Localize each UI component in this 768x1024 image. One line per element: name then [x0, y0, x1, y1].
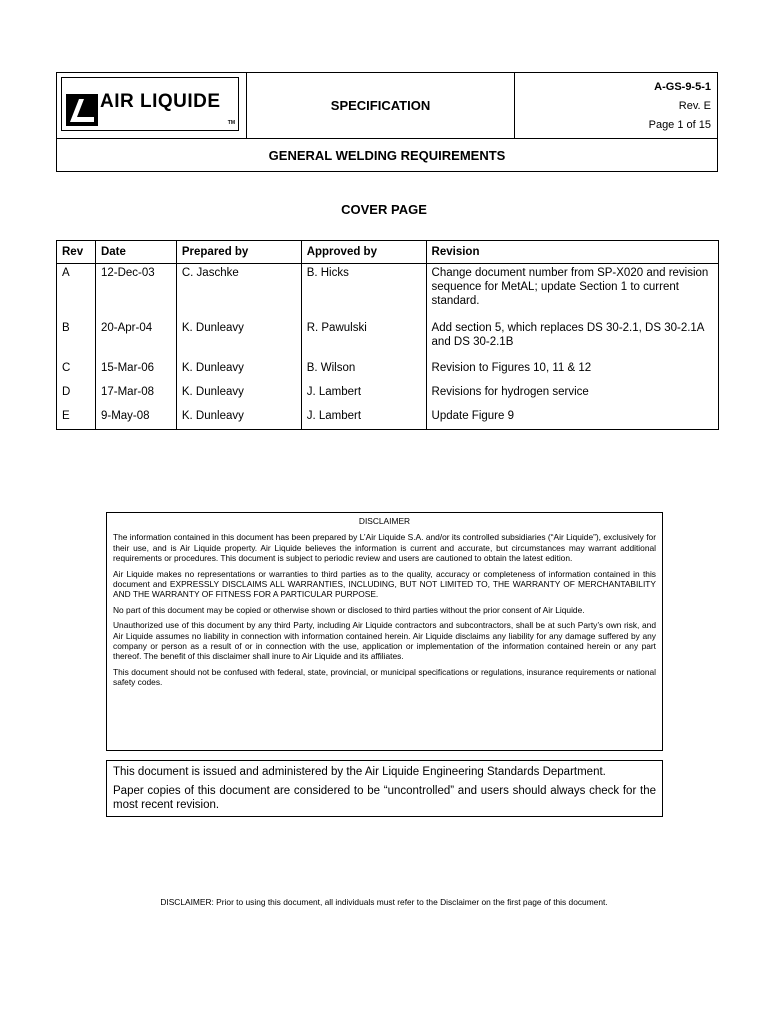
table-row — [57, 319, 719, 359]
table-spacer-row — [57, 426, 719, 430]
spacer-cell — [57, 426, 96, 430]
header-top-row — [57, 73, 717, 139]
disclaimer-paragraph: No part of this document may be copied or otherwise shown or disclosed to third parties without the prior consent of Air Liquide. — [113, 604, 585, 615]
issued-notice-box — [106, 760, 663, 817]
column-header-date: Date — [95, 241, 176, 264]
header-title-row — [57, 139, 717, 172]
document-revision: Rev. E — [678, 100, 711, 112]
issued-statement: This document is issued and administered by the Air Liquide Engineering Standards Department. — [113, 766, 606, 778]
disclaimer-paragraph: This document should not be confused with federal, state, provincial, or municipal specifications or regulations, insurance requirements or national safety codes. — [113, 666, 656, 688]
document-header — [56, 72, 718, 172]
disclaimer-paragraph: Unauthorized use of this document by any third Party, including Air Liquide contractors and subcontractors, shall be at such Party’s own risk, and Air Liquide assumes no liability in connection with information contained herein. Air Liquide disclaims any liability for any damage suffered by any company or person as a result of or in connection with the use, application or implementation of the information contained herein or any part thereof. The benefit of this disclaimer shall inure to Air Liquide and its affiliates. — [113, 620, 656, 662]
table-row — [57, 264, 719, 320]
cell-approved-by: B. Hicks — [301, 264, 426, 320]
cell-prepared-by: K. Dunleavy — [176, 319, 301, 359]
uncontrolled-copy-notice: Paper copies of this document are considered to be “uncontrolled” and users should always check for the most recent revision. — [113, 785, 656, 811]
cell-rev: D — [57, 383, 96, 407]
table-header-row — [57, 241, 719, 264]
cell-prepared-by: C. Jaschke — [176, 264, 301, 320]
cell-revision: Update Figure 9 — [426, 407, 718, 426]
spacer-cell — [176, 426, 301, 430]
column-header-approved-by: Approved by — [301, 241, 426, 264]
footer-disclaimer: DISCLAIMER: Prior to using this document, all individuals must refer to the Disclaimer on the first page of this document. — [160, 897, 608, 907]
disclaimer-box — [106, 512, 663, 751]
cell-date: 9-May-08 — [95, 407, 176, 426]
cell-revision: Add section 5, which replaces DS 30-2.1, DS 30-2.1A and DS 30-2.1B — [426, 319, 718, 359]
cell-rev: C — [57, 359, 96, 383]
column-header-revision: Revision — [426, 241, 718, 264]
spacer-cell — [95, 426, 176, 430]
air-liquide-logo-icon — [66, 94, 98, 126]
page-number: Page 1 of 15 — [648, 119, 711, 131]
cell-rev: B — [57, 319, 96, 359]
document-number: A-GS-9-5-1 — [654, 81, 711, 93]
cell-approved-by: J. Lambert — [301, 407, 426, 426]
cell-approved-by: B. Wilson — [301, 359, 426, 383]
column-header-rev: Rev — [57, 241, 96, 264]
cell-revision: Revisions for hydrogen service — [426, 383, 718, 407]
table-row — [57, 407, 719, 426]
table-row — [57, 359, 719, 383]
specification-title: SPECIFICATION — [330, 98, 431, 113]
cell-rev: A — [57, 264, 96, 320]
logo-wordmark: AIR LIQUIDE — [100, 91, 221, 112]
document-title: GENERAL WELDING REQUIREMENTS — [268, 148, 506, 163]
disclaimer-paragraph: Air Liquide makes no representations or warranties to third parties as to the quality, accuracy or completeness of information contained in this document and EXPRESSLY DISCLAIMS ALL WARRANTIES, INCLUDING, BUT NOT LIMITED TO, THE WARRANTY OF MERCHANTABILITY AND THE WARRANTY OF FITNESS FOR A PARTICULAR PURPOSE. — [113, 568, 656, 600]
disclaimer-paragraph: The information contained in this document has been prepared by L’Air Liquide S.A. and/or its controlled subsidiaries (“Air Liquide”), exclusively for their use, and is Air Liquide property. Air Liquide believes the information is current and accurate, but circumstances may warrant additional requirements or procedures. This document is subject to periodic review and users are cautioned to obtain the latest edition. — [113, 532, 656, 564]
logo-cell — [57, 73, 247, 138]
cell-approved-by: J. Lambert — [301, 383, 426, 407]
disclaimer-title: DISCLAIMER — [358, 516, 411, 526]
document-info-cell — [515, 73, 717, 138]
cover-page-title: COVER PAGE — [341, 202, 427, 217]
spacer-cell — [426, 426, 718, 430]
cell-date: 12-Dec-03 — [95, 264, 176, 320]
table-row — [57, 383, 719, 407]
spacer-cell — [301, 426, 426, 430]
cell-revision: Revision to Figures 10, 11 & 12 — [426, 359, 718, 383]
cell-prepared-by: K. Dunleavy — [176, 359, 301, 383]
cell-approved-by: R. Pawulski — [301, 319, 426, 359]
revision-table — [56, 240, 719, 430]
cell-prepared-by: K. Dunleavy — [176, 383, 301, 407]
logo-trademark: TM — [227, 120, 235, 126]
cell-rev: E — [57, 407, 96, 426]
cell-date: 15-Mar-06 — [95, 359, 176, 383]
cell-revision: Change document number from SP-X020 and revision sequence for MetAL; update Section 1 to current standard. — [426, 264, 718, 320]
air-liquide-logo — [61, 77, 239, 131]
cell-prepared-by: K. Dunleavy — [176, 407, 301, 426]
cell-date: 20-Apr-04 — [95, 319, 176, 359]
column-header-prepared-by: Prepared by — [176, 241, 301, 264]
specification-cell — [247, 73, 515, 138]
cell-date: 17-Mar-08 — [95, 383, 176, 407]
